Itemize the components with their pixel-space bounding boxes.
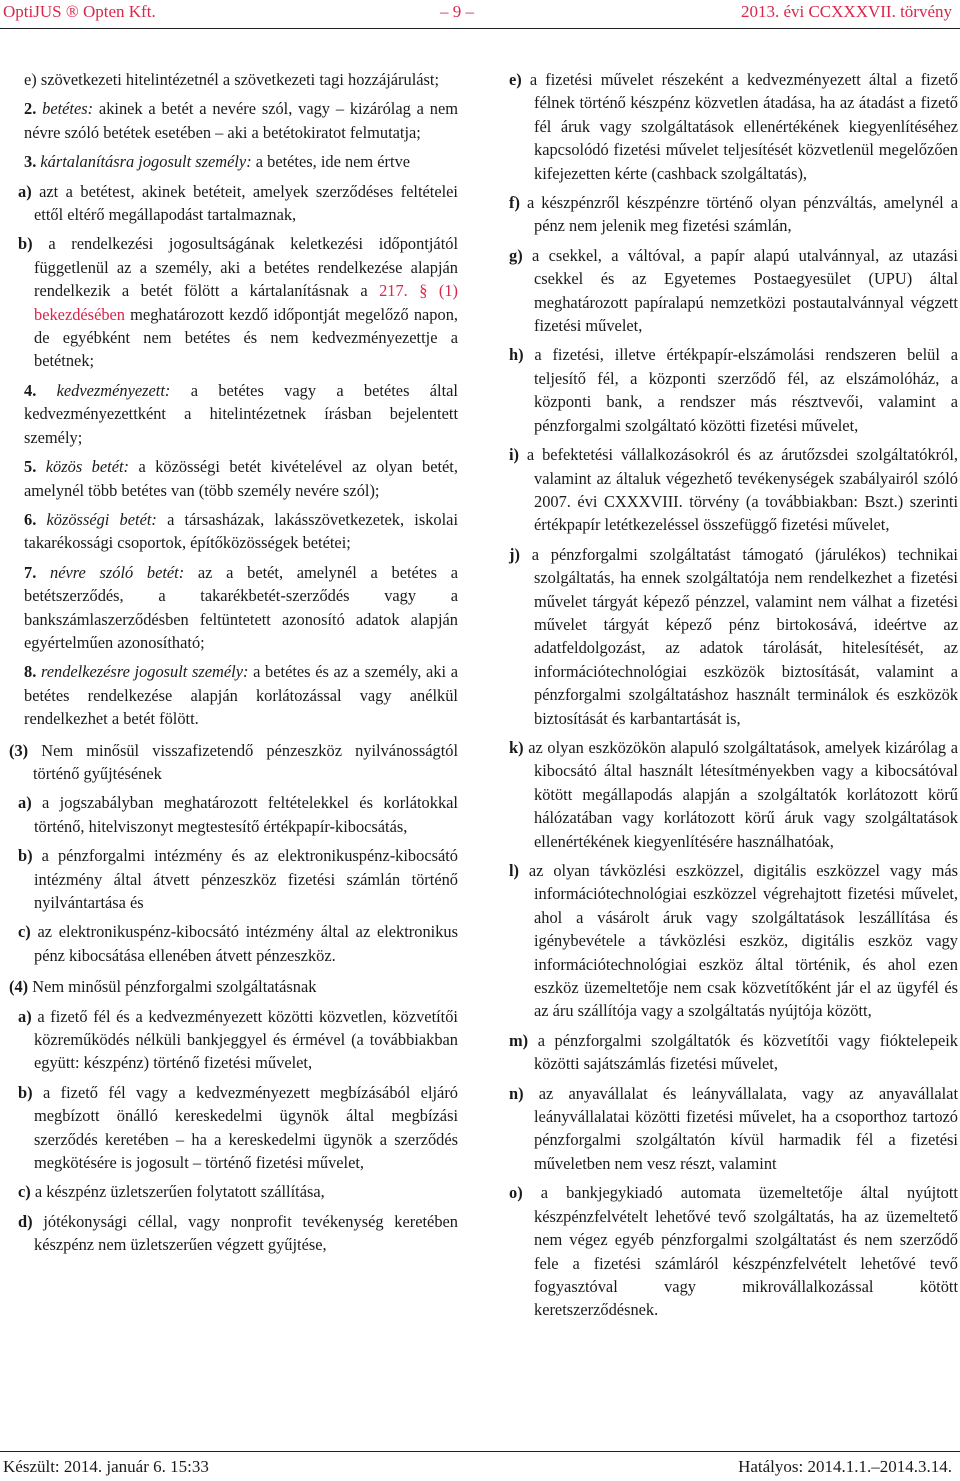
- list-item-i: i) a befektetési vállalkozásokról és az árutőzsdei szolgáltatókról, valamint az általuk végezhető tevékenységek szabályairól szóló 2007. évi CXXXVIII. törvény (a továbbiakban: Bszt.) szerinti értékpapír letétkezeléssel összefüggő fizetési művelet,: [509, 445, 958, 535]
- page-number: – 9 –: [440, 2, 474, 21]
- subsection-3-a: a) a jogszabályban meghatározott feltételekkel és korlátokkal történő, hitelviszonyt megtestesítő értékpapír-kibocsátás,: [18, 793, 458, 836]
- subsection-4-a: a) a fizető fél és a kedvezményezett közötti közvetlen, közvetítői közreműködés nélküli bankjeggyel és érmével (a továbbiakban együtt: készpénz) történő fizetési művelet,: [18, 1006, 458, 1073]
- list-item-g: g) a csekkel, a váltóval, a papír alapú utalvánnyal, az utazási csekkel és az Egyetemes Postaegyesület (UPU) által meghatározott papíralapú nemzetközi postautalvánnyal végzett fizetési művelet,: [509, 245, 958, 336]
- definition-7: 7. névre szóló betét: az a betét, amelynél a betétes a betétszerződés, a takarékbetét-szerződés vagy a bankszámlaszerződésben feltüntetett azonosító adatok alapján egyértelműen azonosítható;: [24, 562, 458, 652]
- term: kártalanításra jogosult személy:: [40, 152, 252, 172]
- paragraph-e: e) szövetkezeti hitelintézetnél a szövetkezeti tagi hozzájárulást;: [24, 70, 440, 89]
- subsection-3: (3) Nem minősül visszafizetendő pénzeszköz nyilvánosságtól történő gyűjtésének: [9, 740, 458, 783]
- list-item-m: m) a pénzforgalmi szolgáltatók és közvetítői vagy fióktelepeik közötti sajátszámlás fizetési művelet,: [509, 1030, 958, 1074]
- subsection-4-b: b) a fizető fél vagy a kedvezményezett megbízásából eljáró megbízott önálló kereskedelmi ügynök által megbízási szerződés keretében – ha a kereskedelmi ügynök a szerződés megkötésére is jogosult – történő fizetési művelet,: [18, 1082, 458, 1173]
- list-item-e: e) a fizetési művelet részeként a kedvezményezett által a fizető félnek történő készpénz közvetlen átadása, ha az átadást a fizető fél áruk vagy szolgáltatások ellenértékének kiegyenlítéséhez kapcsolódó fizetési művelet teljesítését közvetlenül megelőzően kifejezetten kérte (cashback szolgáltatás),: [509, 70, 958, 183]
- footer-created-date: Készült: 2014. január 6. 15:33: [3, 1457, 209, 1476]
- subsection-3-b: b) a pénzforgalmi intézmény és az elektronikuspénz-kibocsátó intézmény által átvett pénzeszköz fizetési számlán történő nyilvántartása és: [18, 846, 458, 912]
- list-item-f: f) a készpénzről készpénzre történő olyan pénzváltás, amelynél a pénz nem jelenik meg fizetési számlán,: [509, 193, 958, 236]
- left-column: [9, 68, 458, 1263]
- subsection-4-c: c) a készpénz üzletszerűen folytatott szállítása,: [18, 1182, 325, 1202]
- header-rule: [0, 28, 960, 29]
- definition-3-b: b) a rendelkezési jogosultságának keletkezési időpontjától függetlenül az a személy, aki a betétes rendelkezése alapján rendelkezik a betét fölött a kártalanításnak a 217. § (1) bekezdésében meghatározott kezdő időpontját megelőző napon, de egyébként nem betétes és nem kedvezményezettje a betétnek;: [18, 234, 459, 371]
- list-item-l: l) az olyan távközlési eszközzel, digitális eszközzel vagy más információtechnológiai eszközzel végrehajtott fizetési művelet, ahol a vásárolt áruk vagy szolgáltatások leszállítása és igénybevétele a távközlési eszköz, digitális eszköz vagy információtechnológiai eszköz által történik, és ahol ezen eszköz üzemeltetője nem csak közvetítőként jár el az ügyfél és az áru szállítója vagy a szolgáltatás nyújtója között,: [509, 861, 958, 1021]
- definition-5: 5. közös betét: a közösségi betét kivételével az olyan betét, amelynél több betétes van (több személy nevére szól);: [24, 457, 458, 500]
- subsection-4-d: d) jótékonysági céllal, vagy nonprofit tevékenység keretében készpénz nem üzletszerűen végzett gyűjtése,: [18, 1211, 458, 1255]
- definition-3: 3. kártalanításra jogosult személy: a betétes, ide nem értve: [24, 152, 411, 172]
- footer-effective-period: Hatályos: 2014.1.1.–2014.3.14.: [738, 1457, 952, 1476]
- list-item-o: o) a bankjegykiadó automata üzemeltetője által nyújtott készpénzfelvételt lehetővé tevő szolgáltatás, ha az üzemeltető nem végez egyéb pénzforgalmi szolgáltatást és nem szerződő fele a fizetési számláról készpénzfelvételt lehetővé tevő fogyasztóval vagy mikrovállalkozással kötött keretszerződésnek.: [509, 1183, 958, 1320]
- footer-rule: [0, 1451, 960, 1452]
- term: közös betét:: [45, 457, 129, 477]
- page-header: [0, 0, 960, 30]
- subsection-4: (4) Nem minősül pénzforgalmi szolgáltatásnak: [9, 977, 317, 997]
- right-column: [509, 68, 958, 1328]
- list-item-j: j) a pénzforgalmi szolgáltatást támogató (járulékos) technikai szolgáltatás, ha ennek szolgáltatója nem rendelkezhet a fizetési művelet tárgyát képező pénzzel, valamint nem válhat a fizetési művelet tárgyát képező pénz birtokosává, ideértve az adatfeldolgozást, az adatok tárolását, hitelesítését, az információtechnológiai eszközök biztosítását, valamint a pénzforgalmi szolgáltatáshoz használt terminálok és eszközök biztosítását és karbantartását is,: [509, 544, 958, 728]
- definition-8: 8. rendelkezésre jogosult személy: a betétes és az a személy, aki a betétes rendelkezése alapján korlátozással vagy anélkül rendelkezhet a betét fölött.: [24, 662, 459, 729]
- header-publisher: OptiJUS ® Opten Kft.: [3, 2, 156, 21]
- definition-3-a: a) azt a betétest, akinek betéteit, amelyek szerződéses feltételei ettől eltérő megállapodást tartalmaznak,: [18, 181, 458, 225]
- term: betétes:: [42, 99, 94, 119]
- definition-2: 2. betétes: akinek a betét a nevére szól, vagy – kizárólag a nem névre szóló betétek esetében – aki a betétokiratot felmutatja;: [24, 99, 458, 142]
- list-item-h: h) a fizetési, illetve értékpapír-elszámolási rendszeren belül a teljesítő fél, a központi szerződő fél, az elszámolóház, a központi bank, a rendszer más résztvevői, valamint a pénzforgalmi szolgáltató közötti fizetési művelet,: [509, 345, 958, 435]
- header-law-title: 2013. évi CCXXXVII. törvény: [740, 2, 952, 21]
- section-reference-link[interactable]: 217. § (1) bekezdésében: [34, 281, 458, 324]
- term: közösségi betét:: [46, 509, 157, 529]
- term: névre szóló betét:: [50, 562, 185, 582]
- list-item-k: k) az olyan eszközökön alapuló szolgáltatások, amelyek kizárólag a kibocsátó által használt létesítményekben vagy a kibocsátóval kötött megállapodás alapján a szolgáltatók korlátozott körű hálózatában vagy korlátozott körű áruk vagy szolgáltatások ellenértékének kiegyenlítésére használhatóak,: [509, 737, 958, 851]
- definition-6: 6. közösségi betét: a társasházak, lakásszövetkezetek, iskolai takarékossági csoportok, építőközösségek betétei;: [24, 509, 458, 553]
- definition-4: 4. kedvezményezett: a betétes vagy a betétes által kedvezményezettként a hitelintézetnek írásban bejelentett személy;: [24, 380, 458, 447]
- subsection-3-c: c) az elektronikuspénz-kibocsátó intézmény által az elektronikus pénz kibocsátása ellenében átvett pénzeszköz.: [18, 922, 458, 965]
- list-item-n: n) az anyavállalat és leányvállalata, vagy az anyavállalat leányvállalatai közötti fizetési művelet, ha a csoporthoz tartozó pénzforgalmi szolgáltatón kívül harmadik fél a fizetési műveletben nem vesz részt, valamint: [509, 1083, 958, 1173]
- term: kedvezményezett:: [56, 380, 171, 400]
- term: rendelkezésre jogosult személy:: [40, 662, 249, 682]
